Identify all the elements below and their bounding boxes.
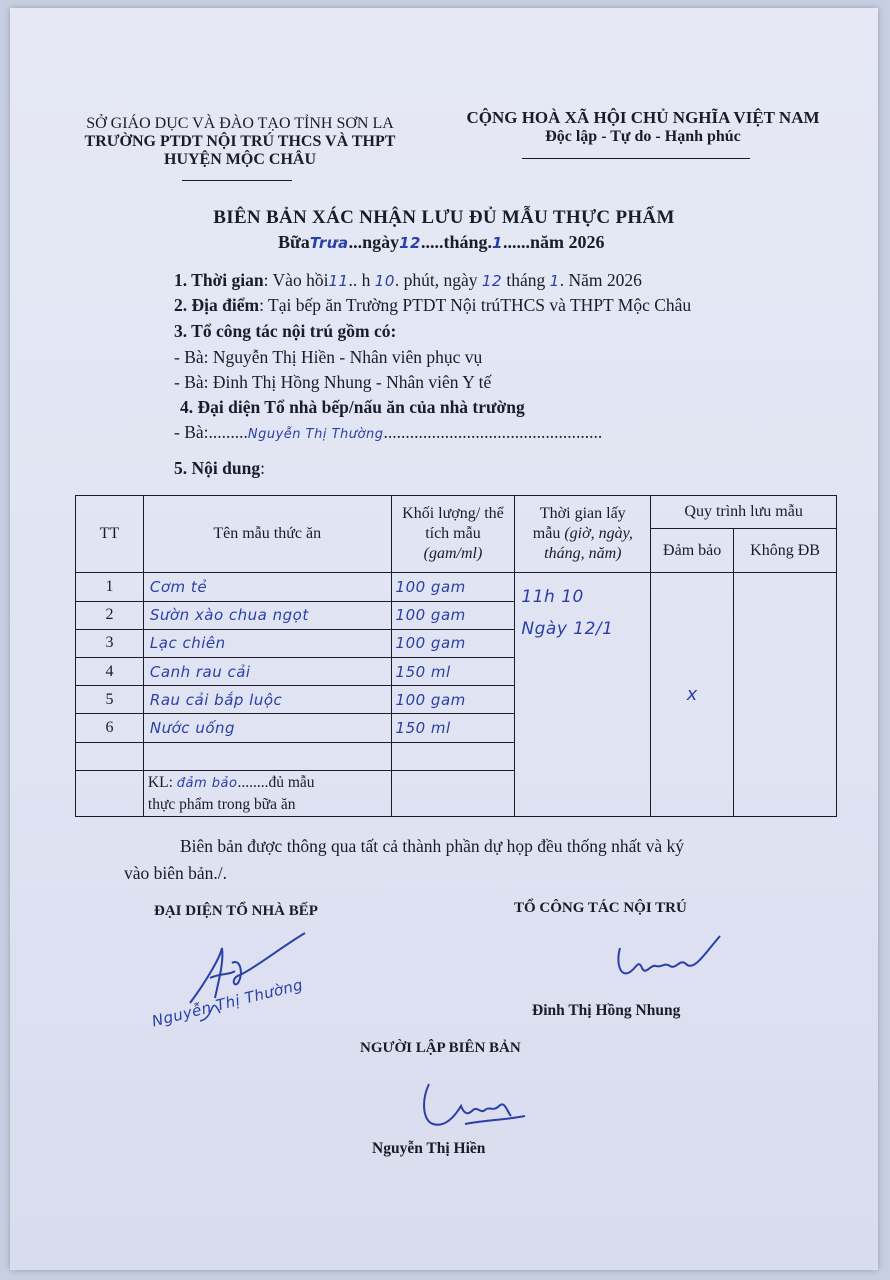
time-day: 12: [481, 272, 502, 290]
team-label: 3. Tổ công tác nội trú gồm có:: [174, 321, 397, 341]
row-food-name: Canh rau cải: [143, 657, 391, 685]
header-weight-line2: tích mẫu: [425, 525, 481, 543]
row-food-name: Cơm tẻ: [143, 573, 391, 601]
row-tt: 3: [76, 629, 144, 657]
header-name: Tên mẫu thức ăn: [143, 496, 391, 573]
header-time-line2: mẫu: [532, 525, 561, 543]
notok-cell: [734, 573, 837, 817]
time-prefix: : Vào hồi: [263, 270, 329, 290]
time-minute-label: . phút, ngày: [394, 270, 478, 290]
team-sign-title: TỔ CÔNG TÁC NỘI TRÚ: [514, 900, 687, 916]
header-time: [515, 496, 651, 573]
time-hour: 11: [328, 272, 349, 290]
header-time-line3: tháng, năm): [544, 545, 622, 563]
row-tt: 2: [76, 601, 144, 629]
content-label-line: [174, 458, 265, 479]
section-place: [174, 295, 691, 316]
year-label: ......năm 2026: [502, 232, 605, 252]
row-weight: 100 gam: [391, 629, 515, 657]
header-process: Quy trình lưu mẫu: [651, 496, 837, 529]
country-name: CỘNG HOÀ XÃ HỘI CHỦ NGHĨA VIỆT NAM: [466, 108, 820, 127]
document-page: [10, 8, 878, 1270]
school-name: TRƯỜNG PTDT NỘI TRÚ THCS VÀ THPT: [84, 133, 396, 150]
section-time: [174, 270, 642, 291]
kitchen-rep: [174, 422, 602, 443]
header-ok: Đảm bảo: [651, 529, 734, 573]
meal-label: Bữa: [278, 232, 310, 252]
place-text: : Tại bếp ăn Trường PTDT Nội trúTHCS và THPT Mộc Châu: [259, 295, 692, 315]
time-hour-label: .. h: [348, 270, 371, 290]
team-member-2: - Bà: Đinh Thị Hồng Nhung - Nhân viên Y tế: [174, 372, 492, 392]
conclusion-line2: thực phẩm trong bữa ăn: [147, 795, 296, 813]
motto: Độc lập - Tự do - Hạnh phúc: [545, 128, 741, 145]
row-weight: 100 gam: [391, 573, 515, 601]
day-label: ...ngày: [348, 232, 400, 252]
district-name: HUYỆN MỘC CHÂU: [164, 151, 316, 168]
header-left: [80, 115, 400, 169]
meal-value: Trưa: [309, 234, 349, 252]
closing-line2: vào biên bản./.: [124, 863, 228, 883]
header-weight-line1: Khối lượng/ thể: [402, 505, 504, 523]
header-right: [458, 108, 828, 146]
time-month-label: tháng: [506, 270, 546, 290]
kitchen-label: 4. Đại diện Tổ nhà bếp/nấu ăn của nhà trường: [180, 397, 525, 417]
header-weight-line3: (gam/ml): [423, 545, 483, 563]
header-weight: [391, 496, 515, 573]
place-label: 2. Địa điểm: [174, 295, 260, 315]
kitchen-rep-label: - Bà:.........: [174, 422, 248, 442]
row-tt: 6: [76, 714, 144, 742]
conclusion-cell: [143, 770, 391, 816]
kitchen-rep-dots: ..................................................: [383, 422, 603, 442]
time-minute: 10: [374, 272, 395, 290]
row-food-name: Nước uống: [143, 714, 391, 742]
time-year-label: . Năm 2026: [559, 270, 642, 290]
writer-sign-title: NGƯỜI LẬP BIÊN BẢN: [360, 1040, 521, 1056]
kitchen-sign-title: ĐẠI DIỆN TỔ NHÀ BẾP: [154, 903, 318, 919]
conclusion-value: đảm bảo: [176, 775, 238, 791]
writer-sign-name: Nguyễn Thị Hiền: [372, 1140, 486, 1157]
time-taken-hour: 11h 10: [521, 587, 584, 608]
team-signature: [608, 928, 728, 988]
time-taken-date: Ngày 12/1: [521, 619, 614, 640]
closing-line1: Biên bản được thông qua tất cả thành phần dự họp đều thống nhất và ký: [180, 836, 685, 856]
time-label: 1. Thời gian: [174, 270, 264, 290]
ok-cell: [651, 573, 734, 817]
department-name: SỞ GIÁO DỤC VÀ ĐÀO TẠO TỈNH SƠN LA: [86, 115, 394, 132]
ok-mark: x: [686, 684, 698, 706]
conclusion-rest: ........đủ mẫu: [237, 773, 315, 791]
content-label: 5. Nội dung: [174, 458, 261, 478]
team-member-1: - Bà: Nguyễn Thị Hiền - Nhân viên phục vụ: [174, 347, 483, 367]
row-weight: 150 ml: [391, 657, 515, 685]
team-sign-name: Đinh Thị Hồng Nhung: [532, 1002, 681, 1019]
row-food-name: Lạc chiên: [143, 629, 391, 657]
writer-signature: [415, 1076, 535, 1136]
row-weight: 150 ml: [391, 714, 515, 742]
row-tt: 5: [76, 686, 144, 714]
row-food-name: Rau cải bắp luộc: [143, 686, 391, 714]
food-sample-table: [75, 495, 837, 817]
header-right-underline: [522, 158, 750, 159]
kitchen-rep-name: Nguyễn Thị Thường: [247, 427, 384, 442]
header-left-underline: [182, 180, 292, 181]
document-subtitle: [278, 232, 604, 253]
document-title: BIÊN BẢN XÁC NHẬN LƯU ĐỦ MẪU THỰC PHẨM: [213, 207, 675, 228]
header-notok: Không ĐB: [734, 529, 837, 573]
header-time-line1: Thời gian lấy: [539, 505, 626, 523]
row-food-name: Sườn xào chua ngọt: [143, 601, 391, 629]
table-row: [76, 573, 837, 601]
row-weight: 100 gam: [391, 686, 515, 714]
header-time-line2-italic: (giờ, ngày,: [560, 525, 633, 543]
conclusion-label: KL:: [147, 773, 177, 791]
row-weight: 100 gam: [391, 601, 515, 629]
month-value: 1: [492, 234, 503, 252]
time-month: 1: [549, 272, 560, 290]
content-colon: :: [260, 458, 265, 478]
header-tt: TT: [76, 496, 144, 573]
kitchen-sign-name: Nguyễn Thị Thường: [150, 975, 305, 1031]
row-tt: 1: [76, 573, 144, 601]
time-taken-cell: [515, 573, 651, 817]
row-tt: 4: [76, 657, 144, 685]
month-label: .....tháng.: [421, 232, 493, 252]
day-value: 12: [399, 234, 421, 252]
